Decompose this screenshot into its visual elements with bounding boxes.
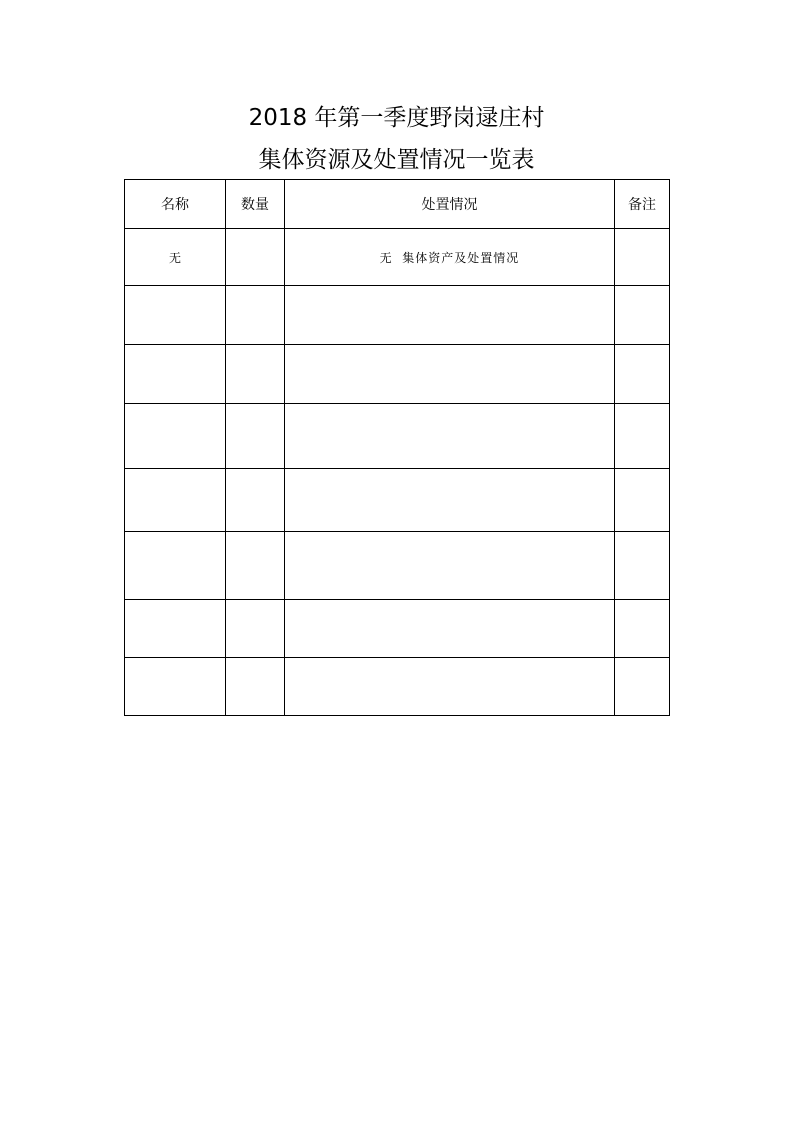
cell-quantity [226, 404, 285, 469]
table-row [125, 532, 670, 600]
cell-disposal-status [285, 345, 615, 404]
table-row [125, 658, 670, 716]
table-row [125, 229, 670, 286]
cell-name [125, 345, 226, 404]
cell-name: 无 [125, 229, 226, 286]
header-quantity: 数量 [226, 180, 285, 229]
cell-name [125, 404, 226, 469]
cell-quantity [226, 286, 285, 345]
header-remarks: 备注 [615, 180, 670, 229]
cell-name [125, 532, 226, 600]
cell-remarks [615, 286, 670, 345]
cell-disposal-status [285, 469, 615, 532]
cell-quantity [226, 600, 285, 658]
document-title-line-2: 集体资源及处置情况一览表 [258, 147, 535, 173]
cell-disposal-status [285, 404, 615, 469]
header-disposal-status: 处置情况 [285, 180, 615, 229]
cell-name [125, 469, 226, 532]
table-row [125, 404, 670, 469]
table-header-row [125, 180, 670, 229]
cell-disposal-status [285, 600, 615, 658]
cell-remarks [615, 229, 670, 286]
disposal-table [124, 179, 670, 716]
cell-quantity [226, 658, 285, 716]
cell-remarks [615, 469, 670, 532]
table-row [125, 469, 670, 532]
document-title-line-1: 2018 年第一季度野岗逯庄村 [248, 105, 545, 131]
cell-remarks [615, 345, 670, 404]
cell-disposal-status [285, 286, 615, 345]
cell-quantity [226, 469, 285, 532]
cell-remarks [615, 532, 670, 600]
cell-name [125, 600, 226, 658]
header-name: 名称 [125, 180, 226, 229]
table-row [125, 345, 670, 404]
cell-remarks [615, 658, 670, 716]
cell-remarks [615, 404, 670, 469]
cell-disposal-status [285, 658, 615, 716]
cell-name [125, 286, 226, 345]
cell-quantity [226, 532, 285, 600]
cell-disposal-status [285, 532, 615, 600]
cell-quantity [226, 229, 285, 286]
cell-quantity [226, 345, 285, 404]
table-row [125, 600, 670, 658]
cell-remarks [615, 600, 670, 658]
table-row [125, 286, 670, 345]
cell-disposal-status: 无 集体资产及处置情况 [285, 229, 615, 286]
cell-name [125, 658, 226, 716]
